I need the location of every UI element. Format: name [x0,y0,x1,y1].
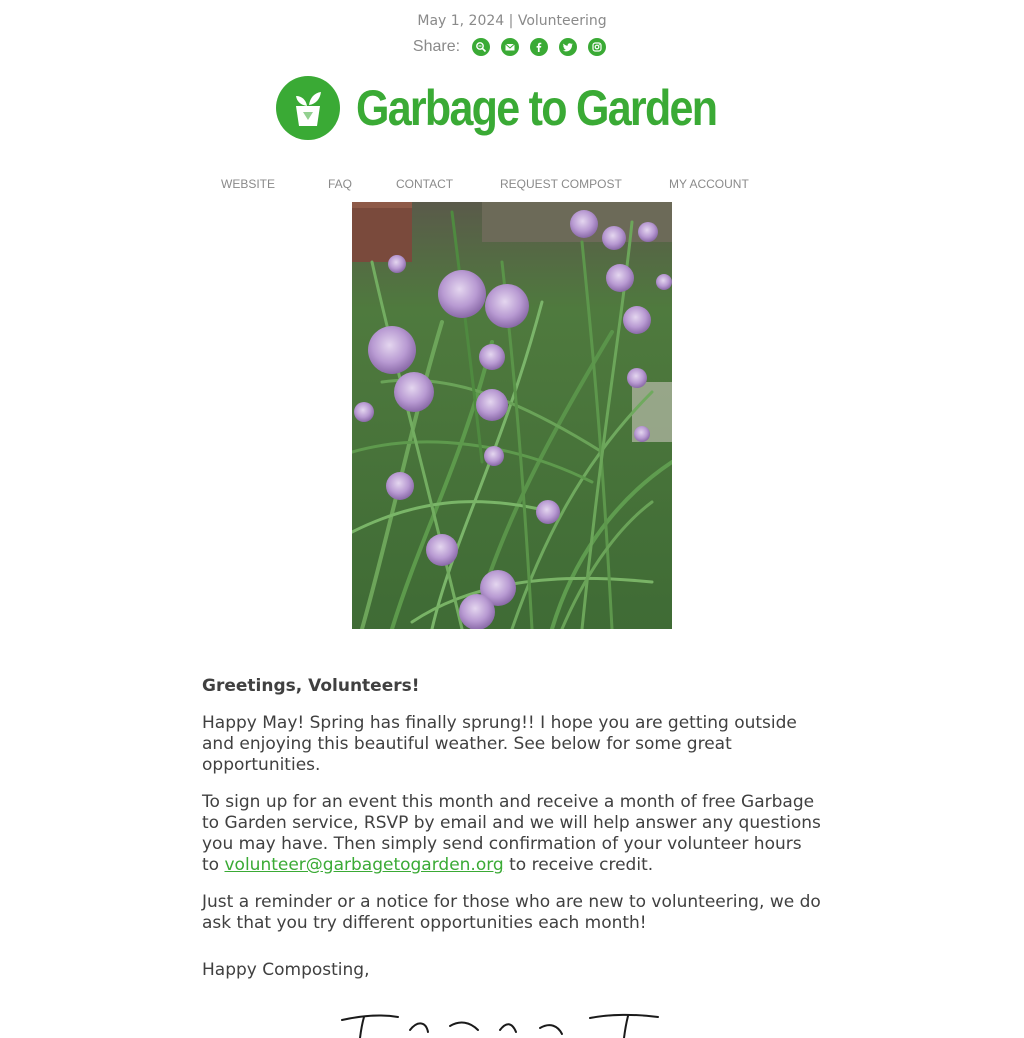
hero-image [352,202,672,629]
reminder-paragraph: Just a reminder or a notice for those who are new to volunteering, we do ask that you try different opportunities each month! [202,892,821,933]
brand-name: Garbage to Garden [356,80,717,136]
nav-item-request-compost[interactable]: REQUEST COMPOST [500,177,622,191]
facebook-icon[interactable] [530,38,548,56]
nav-item-my-account[interactable]: MY ACCOUNT [669,177,749,191]
recycle-plant-pot-icon [276,76,340,140]
signup-text-end: to receive credit. [503,855,654,875]
brand-logo[interactable] [276,76,775,140]
twitter-icon[interactable] [559,38,577,56]
nav-item-faq[interactable]: FAQ [328,177,353,191]
search-icon[interactable] [472,38,490,56]
instagram-icon[interactable] [588,38,606,56]
email-icon[interactable] [501,38,519,56]
newsletter-body [202,676,824,997]
chive-flowers-photo [352,202,672,629]
handwritten-signature [340,1008,680,1038]
meta-separator: | [504,13,518,29]
signoff: Happy Composting, [202,960,370,980]
post-meta [0,13,1024,29]
intro-paragraph: Happy May! Spring has finally sprung!! I hope you are getting outside and enjoying this beautiful weather. See below for some great opportunities. [202,713,797,775]
signup-text: To sign up for an event this month and receive a month of free Garbage to Garden service, RSVP by email and we will help answer any questions you may have. Then simply send confirmation of your volunteer hours to [202,792,821,875]
nav-item-contact[interactable]: CONTACT [396,177,454,191]
nav-item-website[interactable]: WEBSITE [221,177,276,191]
signup-paragraph [202,792,824,876]
volunteer-email-link[interactable]: volunteer@garbagetogarden.org [224,855,504,875]
share-bar [0,38,1024,56]
greeting-heading: Greetings, Volunteers! [202,676,420,696]
main-nav [0,177,1024,193]
category-link[interactable]: Volunteering [517,13,607,29]
post-date: May 1, 2024 [417,13,505,29]
share-label: Share: [412,38,461,55]
